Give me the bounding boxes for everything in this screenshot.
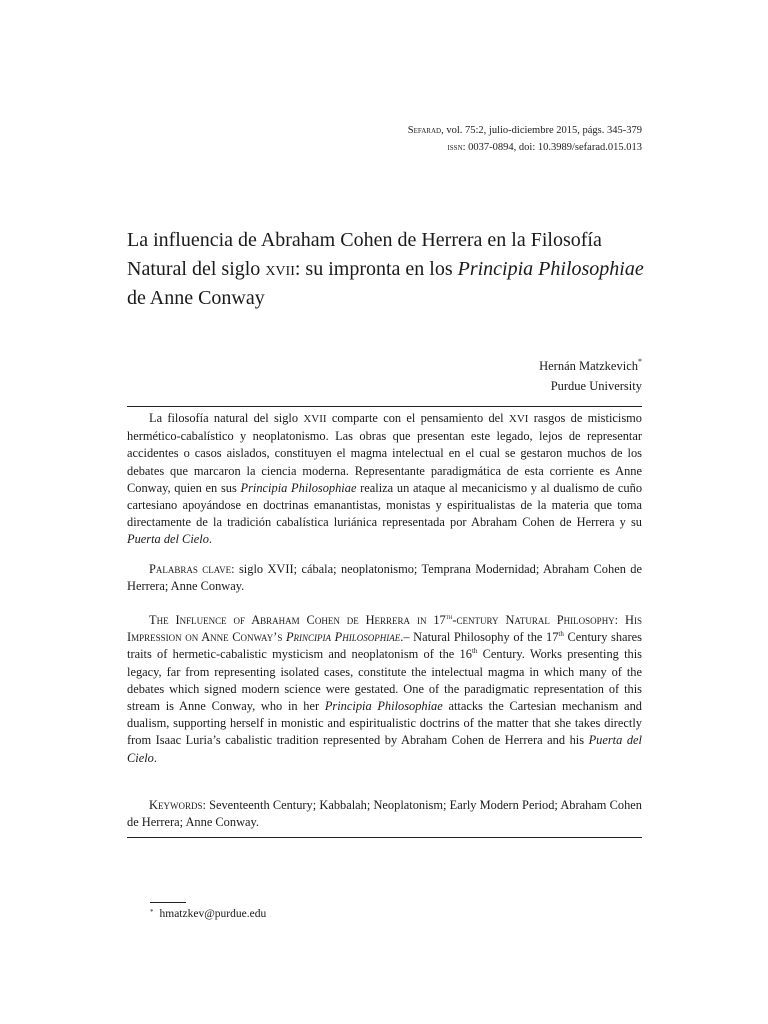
author-name: Hernán Matzkevich bbox=[539, 359, 638, 373]
abs-es-work: Principia Philosophiae bbox=[240, 480, 357, 495]
abs-es-century2: XVI bbox=[508, 413, 529, 425]
abs-en-c: Century. Works presenting this legacy, far from representing isolated cases, constitute the intelectual magma in which many of the debates which signed modern science were gestated. One of the paradigmatic representation of this stream is Anne Conway, who in her bbox=[127, 647, 643, 714]
article-title bbox=[127, 226, 647, 313]
author-affiliation: Purdue University bbox=[550, 379, 642, 393]
keywords-spanish bbox=[127, 561, 642, 595]
journal-volume-line bbox=[408, 122, 642, 139]
abstract-spanish-text bbox=[127, 410, 642, 549]
abs-en-e: . bbox=[153, 750, 157, 765]
abs-en-title-a: The Influence of Abraham Cohen de Herrera in 17 bbox=[149, 613, 446, 627]
title-century: xvii bbox=[265, 258, 295, 280]
keywords-es-list: : siglo XVII; cábala; neoplatonismo; Temprana Modernidad; Abraham Cohen de Herrera; Anne Conway. bbox=[127, 562, 642, 594]
abs-en-title-work: Principia Philosophiae bbox=[285, 630, 401, 645]
keywords-en-label: Keywords bbox=[149, 798, 203, 812]
abs-en-d: attacks the Cartesian mechanism and dualism, supporting herself in monistic and espiritualistic doctrins of the matter that she takes directly from Isaac Luria’s cabalistic tradition represented by Abraham Cohen de Herrera and his bbox=[127, 699, 642, 748]
journal-details: , vol. 75:2, julio-diciembre 2015, págs. 345-379 bbox=[441, 125, 642, 136]
issn-line bbox=[408, 139, 642, 156]
keywords-spanish-text bbox=[127, 561, 642, 595]
abs-es-a: La filosofía natural del siglo bbox=[149, 411, 304, 425]
abstract-english-text bbox=[127, 612, 642, 767]
title-part2: : su impronta en los bbox=[294, 258, 458, 280]
abs-es-c: rasgos de misticismo hermético-cabalístico y neoplatonismo. Las obras que presentan este legado, lejos de representar accidentes o casos aislados, constituyen el magma intelectual en el cual se gestaron muchos de los debates que marcaron la ciencia moderna. Representante paradigmática de esta corriente es Anne Conway, quien en sus bbox=[127, 411, 642, 495]
keywords-english-text bbox=[127, 797, 642, 831]
footnote bbox=[150, 906, 266, 922]
title-part1: La influencia de Abraham Cohen de Herrera en la Filosofía Natural del siglo bbox=[127, 229, 602, 280]
issn-details: : 0037-0894, doi: 10.3989/sefarad.015.013 bbox=[462, 142, 642, 153]
abstract-bottom-rule bbox=[127, 837, 642, 838]
abstract-spanish bbox=[127, 410, 642, 549]
footnote-separator bbox=[150, 902, 186, 903]
author-footnote-mark: * bbox=[638, 357, 642, 366]
abs-en-work2: Puerta del Cielo bbox=[127, 733, 642, 765]
abs-en-title-sup: th bbox=[445, 613, 453, 621]
abs-es-e: . bbox=[208, 532, 213, 547]
abs-en-title-end: . bbox=[400, 630, 404, 645]
issn-label: issn bbox=[447, 142, 463, 153]
abs-en-sup2: th bbox=[471, 647, 478, 656]
author-block bbox=[539, 356, 642, 396]
journal-citation bbox=[408, 122, 642, 156]
abs-es-d: realiza un ataque al mecanicismo y al dualismo de cuño cartesiano apoyándose en doctrinas emanantistas, monistas y espiritualistas de la materia que toma directamente de la tradición cabalística luriánica representada por Abraham Cohen de Herrera y su bbox=[127, 480, 643, 530]
abs-es-b: comparte con el pensamiento del bbox=[326, 411, 509, 425]
title-work: Principia Philosophiae bbox=[457, 258, 644, 280]
title-part3: de Anne Conway bbox=[127, 287, 265, 309]
keywords-english bbox=[127, 797, 642, 831]
footnote-mark: * bbox=[150, 908, 154, 916]
keywords-en-list: : Seventeenth Century; Kabbalah; Neoplatonism; Early Modern Period; Abraham Cohen de Herrera; Anne Conway. bbox=[127, 798, 642, 830]
abs-es-century1: XVII bbox=[303, 413, 327, 425]
abs-en-work: Principia Philosophiae bbox=[324, 699, 443, 714]
keywords-es-label: Palabras clave bbox=[149, 562, 232, 576]
abs-en-sup1: th bbox=[558, 630, 564, 639]
author-line bbox=[539, 356, 642, 376]
abs-en-a: – Natural Philosophy of the 17 bbox=[403, 630, 559, 645]
abs-en-title-b: -century Natural Philosophy: His Impression on Anne Conway’s bbox=[127, 613, 642, 645]
abstract-english bbox=[127, 612, 642, 767]
abs-es-work2: Puerta del Cielo bbox=[127, 532, 209, 547]
footnote-email: hmatzkev@purdue.edu bbox=[159, 908, 267, 920]
abs-en-b: Century shares traits of hermetic-cabalistic mysticism and neoplatonism of the 16 bbox=[127, 630, 643, 662]
journal-name: Sefarad bbox=[407, 125, 442, 136]
abstract-top-rule bbox=[127, 406, 642, 407]
